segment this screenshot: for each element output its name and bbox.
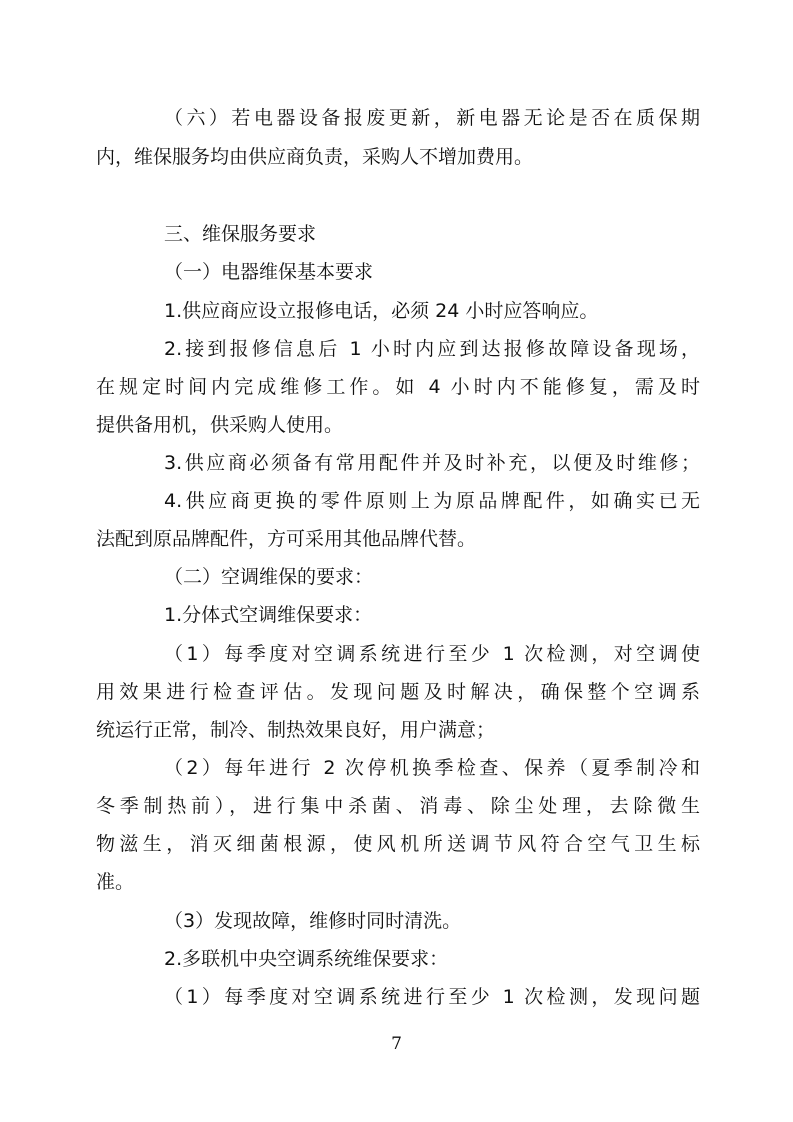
paragraph-line: 冬季制热前），进行集中杀菌、消毒、除尘处理，去除微生 [96,795,700,817]
subsection-heading: （一）电器维保基本要求 [164,261,374,283]
paragraph-line: 在规定时间内完成维修工作。如 4 小时内不能修复，需及时 [96,376,700,398]
paragraph-line: 1.分体式空调维保要求： [164,604,373,626]
paragraph-line: 提供备用机，供采购人使用。 [96,414,344,436]
paragraph-line: 内，维保服务均由供应商负责，采购人不增加费用。 [96,146,534,168]
paragraph-line: 3.供应商必须备有常用配件并及时补充，以便及时维修； [164,452,700,474]
paragraph-line: 2.多联机中央空调系统维保要求： [164,948,449,970]
page-number: 7 [391,1034,402,1054]
paragraph-line: （3）发现故障，维修时同时清洗。 [164,910,462,932]
section-heading: 三、维保服务要求 [164,223,317,245]
paragraph-line: 2.接到报修信息后 1 小时内应到达报修故障设备现场， [164,338,700,360]
subsection-heading: （二）空调维保的要求： [164,566,374,588]
paragraph-line: （1）每季度对空调系统进行至少 1 次检测，发现问题 [164,986,700,1008]
paragraph-line: 准。 [96,871,135,893]
paragraph-line: 统运行正常，制冷、制热效果良好，用户满意； [96,719,496,741]
paragraph-line: （六）若电器设备报废更新，新电器无论是否在质保期 [164,107,700,129]
paragraph-line: 4.供应商更换的零件原则上为原品牌配件，如确实已无 [164,490,700,512]
paragraph-line: 1.供应商应设立报修电话，必须 24 小时应答响应。 [164,300,599,322]
paragraph-line: 物滋生，消灭细菌根源，使风机所送调节风符合空气卫生标 [96,833,700,855]
paragraph-line: 法配到原品牌配件，方可采用其他品牌代替。 [96,528,477,550]
paragraph-line: （1）每季度对空调系统进行至少 1 次检测，对空调使 [164,643,700,665]
paragraph-line: 用效果进行检查评估。发现问题及时解决，确保整个空调系 [96,681,700,703]
paragraph-line: （2）每年进行 2 次停机换季检查、保养（夏季制冷和 [164,757,700,779]
